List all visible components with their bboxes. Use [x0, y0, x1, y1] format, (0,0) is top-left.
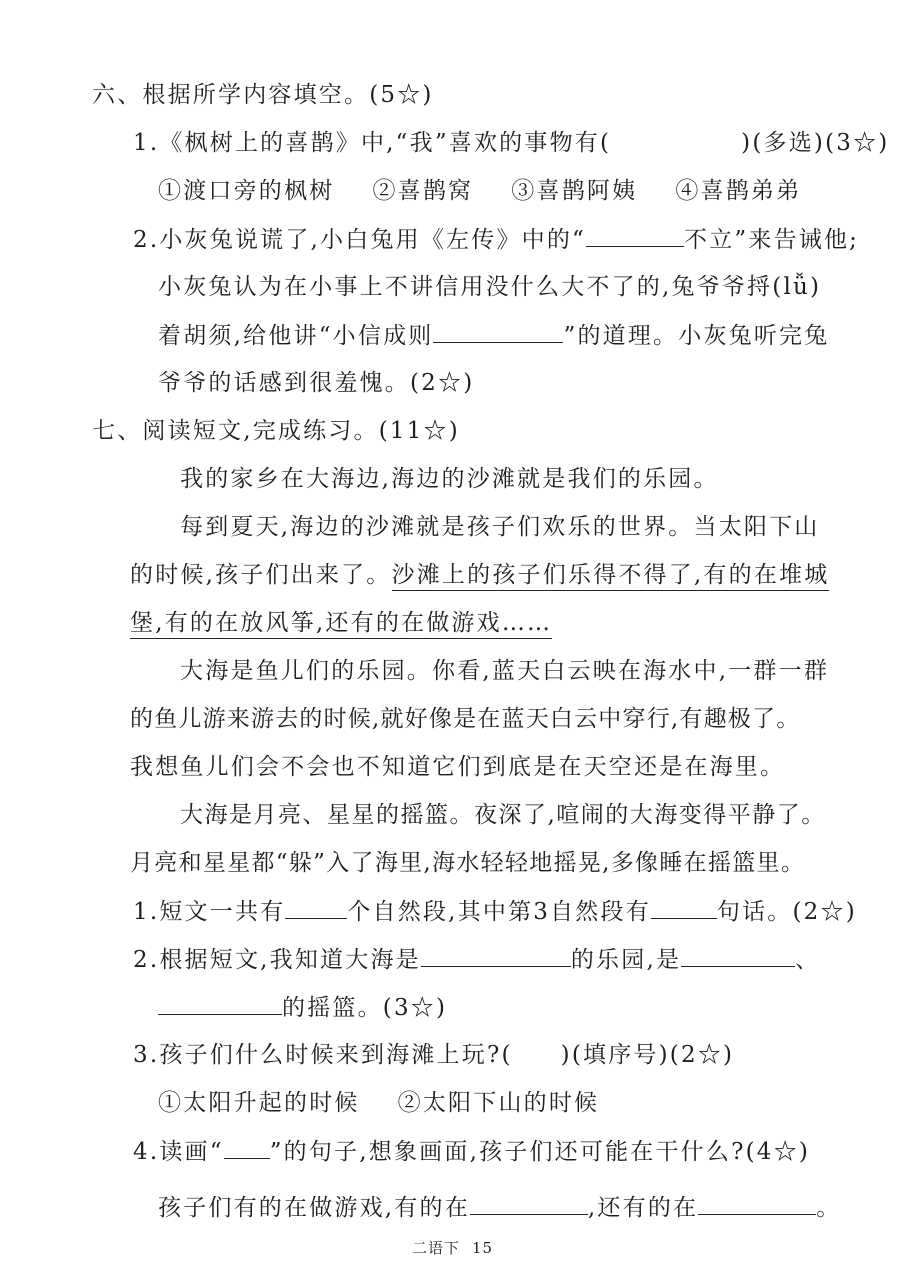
section-6-title: 六、根据所学内容填空。(5☆): [92, 82, 434, 108]
s7-q4-answer: 孩子们有的在做游戏,有的在 ,还有的在 。: [158, 1192, 841, 1223]
s7-q4: 4.读画“ ”的句子,想象画面,孩子们还可能在干什么?(4☆): [133, 1136, 810, 1167]
s7-q1-blank-1[interactable]: [285, 896, 347, 919]
s6-q1: [133, 128, 889, 158]
s6-q2-line4: 爷爷的话感到很羞愧。(2☆): [158, 370, 475, 396]
passage-p3-line1: 大海是鱼儿们的乐园。你看,蓝天白云映在海水中,一群一群: [180, 658, 830, 684]
s7-q2-blank-1[interactable]: [421, 944, 571, 967]
s7-q3-options: ①太阳升起的时候 ②太阳下山的时候: [158, 1090, 600, 1116]
s6-q2-blank-2[interactable]: [433, 320, 563, 343]
page-footer: [0, 1238, 905, 1258]
s7-q3: 3.孩子们什么时候来到海滩上玩?( )(填序号)(2☆): [133, 1042, 735, 1068]
underlined-sentence-part1: 沙滩上的孩子们乐得不得了,有的在堆城: [392, 562, 830, 591]
passage-p2-line1: 每到夏天,海边的沙滩就是孩子们欢乐的世界。当太阳下山: [180, 514, 820, 540]
s6-q2-blank-1[interactable]: [586, 224, 684, 247]
s7-q2-blank-2[interactable]: [681, 944, 795, 967]
s7-q2-line1: 2.根据短文,我知道大海是 的乐园,是 、: [133, 944, 820, 975]
passage-p2-line3: [130, 608, 552, 638]
s6-q2-line1: 2.小灰兔说谎了,小白兔用《左传》中的“ 不立”来告诫他;: [133, 224, 859, 255]
s6-q1-text: 1.《枫树上的喜鹊》中,“我”喜欢的事物有(: [133, 130, 612, 156]
underlined-sentence-part2: 堡,有的在放风筝,还有的在做游戏……: [130, 610, 552, 639]
s7-q2-blank-3[interactable]: [158, 992, 282, 1015]
s6-q1-options: ①渡口旁的枫树 ②喜鹊窝 ③喜鹊阿姨 ④喜鹊弟弟: [158, 178, 802, 204]
passage-p4-line1: 大海是月亮、星星的摇篮。夜深了,喧闹的大海变得平静了。: [180, 802, 826, 828]
s6-q2-line2: 小灰兔认为在小事上不讲信用没什么大不了的,兔爷爷捋(lǚ): [158, 274, 822, 300]
s7-q4-blank-2[interactable]: [698, 1192, 816, 1215]
book-label: 二语下: [411, 1239, 460, 1257]
passage-p4-line2: 月亮和星星都“躲”入了海里,海水轻轻地摇晃,多像睡在摇篮里。: [130, 850, 806, 876]
passage-p2-line2: 的时候,孩子们出来了。沙滩上的孩子们乐得不得了,有的在堆城: [130, 560, 829, 590]
s6-q2-line3: 着胡须,给他讲“小信成则 ”的道理。小灰兔听完兔: [158, 320, 829, 351]
section-7-title: 七、阅读短文,完成练习。(11☆): [92, 418, 460, 444]
passage-p1: 我的家乡在大海边,海边的沙滩就是我们的乐园。: [180, 466, 719, 492]
underline-mark-sample: [224, 1136, 270, 1159]
passage-p3-line2: 的鱼儿游来游去的时候,就好像是在蓝天白云中穿行,有趣极了。: [130, 706, 801, 732]
page-number: 15: [471, 1239, 494, 1257]
s6-q1-tail: )(多选)(3☆): [741, 130, 890, 156]
s7-q1: 1.短文一共有 个自然段,其中第3自然段有 句话。(2☆): [133, 896, 857, 927]
s7-q1-blank-2[interactable]: [651, 896, 717, 919]
s7-q2-line2: 的摇篮。(3☆): [158, 992, 447, 1023]
passage-p3-line3: 我想鱼儿们会不会也不知道它们到底是在天空还是在海里。: [130, 754, 786, 780]
s7-q4-blank-1[interactable]: [470, 1192, 588, 1215]
